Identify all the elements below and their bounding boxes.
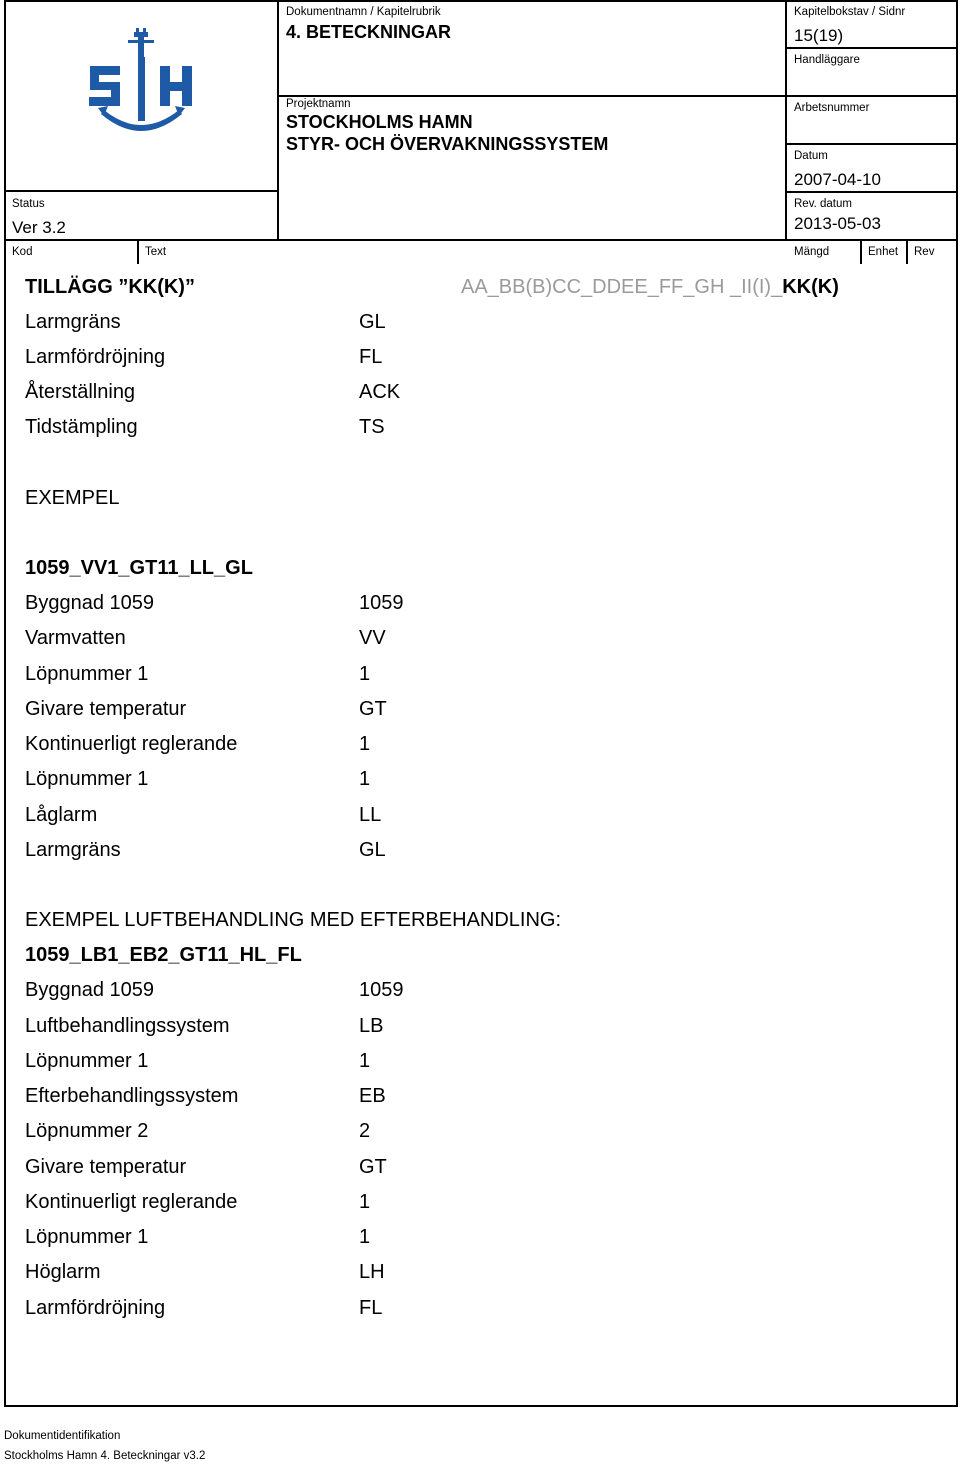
row-code: LL: [359, 804, 382, 826]
row-label: Låglarm: [25, 804, 98, 826]
row-label: Löpnummer 1: [25, 768, 149, 790]
row-label: Återställning: [25, 381, 136, 403]
row-code: 1: [359, 663, 371, 685]
column-divider: [137, 240, 139, 264]
row-code: GT: [359, 1156, 387, 1178]
row-label: Efterbehandlingssystem: [25, 1085, 239, 1107]
row-code: LB: [359, 1015, 384, 1037]
row-code: FL: [359, 1297, 383, 1319]
rev-date-value: 2013-05-03: [794, 214, 881, 233]
row-label: Kontinuerligt reglerande: [25, 733, 238, 755]
document-name-label: Dokumentnamn / Kapitelrubrik: [286, 6, 441, 18]
work-number-label: Arbetsnummer: [794, 102, 870, 114]
example-heading: EXEMPEL LUFTBEHANDLING MED EFTERBEHANDLING:: [25, 909, 562, 931]
column-header-kod: Kod: [12, 246, 33, 258]
row-label: Larmfördröjning: [25, 346, 166, 368]
row-label: Larmgräns: [25, 839, 121, 861]
date-value: 2007-04-10: [794, 170, 881, 189]
row-code: 1059: [359, 592, 404, 614]
row-label: Löpnummer 1: [25, 1050, 149, 1072]
example-code: 1059_VV1_GT11_LL_GL: [25, 557, 253, 579]
example-code: 1059_LB1_EB2_GT11_HL_FL: [25, 944, 302, 966]
row-code: VV: [359, 627, 386, 649]
row-label: Larmfördröjning: [25, 1297, 166, 1319]
header-divider: [785, 143, 958, 145]
status-label: Status: [12, 198, 45, 210]
row-label: Byggnad 1059: [25, 592, 155, 614]
column-header-mangd: Mängd: [794, 246, 830, 258]
footer-label: Dokumentidentifikation: [4, 1430, 121, 1442]
row-label: Löpnummer 1: [25, 663, 149, 685]
row-label: Luftbehandlingssystem: [25, 1015, 230, 1037]
row-code: 1: [359, 1191, 371, 1213]
header-divider: [785, 191, 958, 193]
project-name-label: Projektnamn: [286, 98, 351, 110]
row-label: Varmvatten: [25, 627, 126, 649]
chapter-page-label: Kapitelbokstav / Sidnr: [794, 6, 906, 18]
row-code: GT: [359, 698, 387, 720]
row-label: Löpnummer 1: [25, 1226, 149, 1248]
column-header-enhet: Enhet: [868, 246, 899, 258]
row-label: Larmgräns: [25, 311, 121, 333]
column-header-rev: Rev: [914, 246, 935, 258]
document-name-value: 4. BETECKNINGAR: [286, 22, 452, 42]
row-label: Givare temperatur: [25, 698, 187, 720]
row-code: 2: [359, 1120, 371, 1142]
status-value: Ver 3.2: [12, 218, 66, 237]
row-code: GL: [359, 839, 386, 861]
header-divider: [277, 95, 958, 97]
header-divider: [4, 239, 958, 241]
row-label: Höglarm: [25, 1261, 101, 1283]
row-code: FL: [359, 346, 383, 368]
row-label: Givare temperatur: [25, 1156, 187, 1178]
header-divider: [4, 190, 278, 192]
chapter-page-value: 15(19): [794, 26, 844, 45]
header-divider: [785, 0, 787, 240]
row-code: 1: [359, 768, 371, 790]
company-logo: [84, 28, 200, 142]
row-code: 1059: [359, 979, 404, 1001]
footer-value: Stockholms Hamn 4. Beteckningar v3.2: [4, 1450, 206, 1462]
column-divider: [860, 240, 862, 264]
row-code: ACK: [359, 381, 401, 403]
project-name-line2: STYR- OCH ÖVERVAKNINGSSYSTEM: [286, 134, 609, 154]
row-label: Kontinuerligt reglerande: [25, 1191, 238, 1213]
section-title: TILLÄGG ”KK(K)”: [25, 276, 195, 298]
code-pattern-bold: KK(K): [782, 276, 839, 298]
row-label: Byggnad 1059: [25, 979, 155, 1001]
code-pattern-gray: AA_BB(B)CC_DDEE_FF_GH _II(I)_: [461, 276, 783, 298]
row-code: LH: [359, 1261, 385, 1283]
row-label: Tidstämpling: [25, 416, 138, 438]
row-code: 1: [359, 1050, 371, 1072]
column-divider: [906, 240, 908, 264]
row-code: 1: [359, 733, 371, 755]
handler-label: Handläggare: [794, 54, 860, 66]
column-header-text: Text: [145, 246, 167, 258]
row-code: GL: [359, 311, 386, 333]
header-divider: [785, 47, 958, 49]
row-code: EB: [359, 1085, 386, 1107]
header-divider: [277, 0, 279, 240]
date-label: Datum: [794, 150, 828, 162]
code-pattern: [461, 276, 839, 299]
example-heading: EXEMPEL: [25, 487, 120, 509]
rev-date-label: Rev. datum: [794, 198, 852, 210]
row-code: 1: [359, 1226, 371, 1248]
project-name-line1: STOCKHOLMS HAMN: [286, 112, 473, 132]
row-code: TS: [359, 416, 385, 438]
row-label: Löpnummer 2: [25, 1120, 149, 1142]
